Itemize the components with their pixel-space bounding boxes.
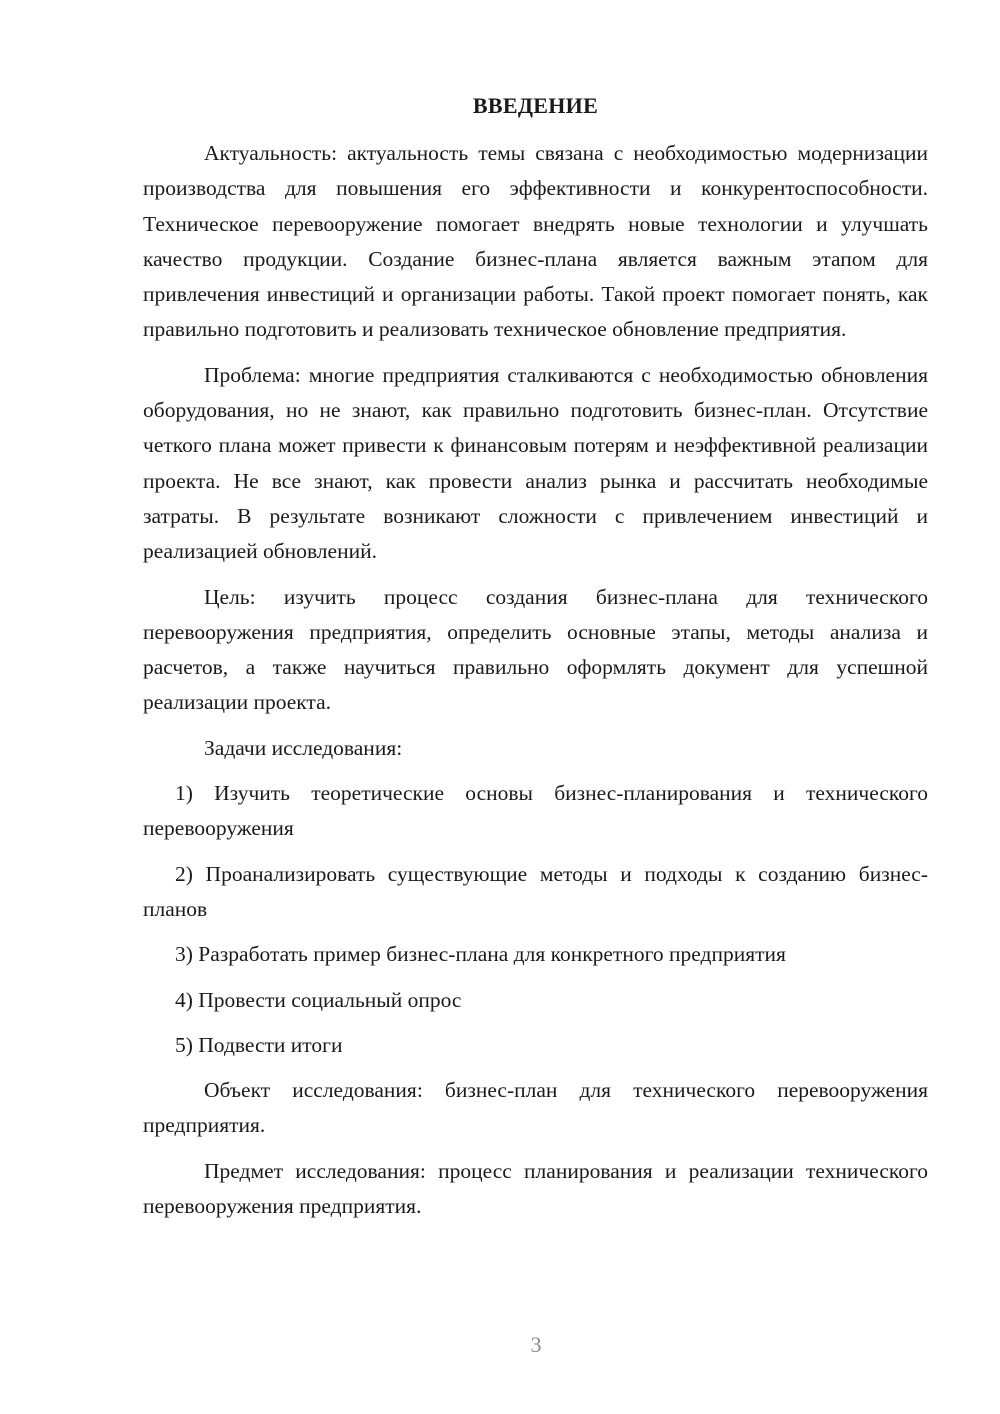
document-page: [143, 90, 928, 1234]
list-item: 4) Провести социальный опрос: [175, 987, 462, 1012]
object-paragraph: Объект исследования: бизнес-план для технического перевооружения предприятия.: [143, 1078, 928, 1138]
goal-paragraph: Цель: изучить процесс создания бизнес-плана для технического перевооружения предприятия, определить основные этапы, методы анализа и расчетов, а также научиться правильно оформлять документ для успешной реализации проекта.: [143, 584, 928, 715]
page-number: 3: [530, 1332, 542, 1357]
problem-paragraph: Проблема: многие предприятия сталкиваются с необходимостью обновления оборудования, но не знают, как правильно подготовить бизнес-план. Отсутствие четкого плана может привести к финансовым потерям и неэффективной реализации проекта. Не все знают, как провести анализ рынка и рассчитать необходимые затраты. В результате возникают сложности с привлечением инвестиций и реализацией обновлений.: [143, 362, 928, 564]
relevance-paragraph: Актуальность: актуальность темы связана с необходимостью модернизации производства для повышения его эффективности и конкурентоспособности. Техническое перевооружение помогает внедрять новые технологии и улучшать качество продукции. Создание бизнес-плана является важным этапом для привлечения инвестиций и организации работы. Такой проект помогает понять, как правильно подготовить и реализовать техническое обновление предприятия.: [143, 141, 928, 342]
page-title: ВВЕДЕНИЕ: [472, 93, 599, 118]
list-item: 3) Разработать пример бизнес-плана для конкретного предприятия: [175, 942, 786, 967]
list-item: 5) Подвести итоги: [175, 1032, 343, 1057]
tasks-list: [143, 776, 928, 1063]
tasks-heading: Задачи исследования:: [204, 735, 403, 760]
subject-paragraph: Предмет исследования: процесс планирования и реализации технического перевооружения предприятия.: [143, 1158, 928, 1219]
list-item: 2) Проанализировать существующие методы и подходы к созданию бизнес-планов: [143, 861, 928, 921]
list-item: 1) Изучить теоретические основы бизнес-планирования и технического перевооружения: [143, 781, 928, 841]
